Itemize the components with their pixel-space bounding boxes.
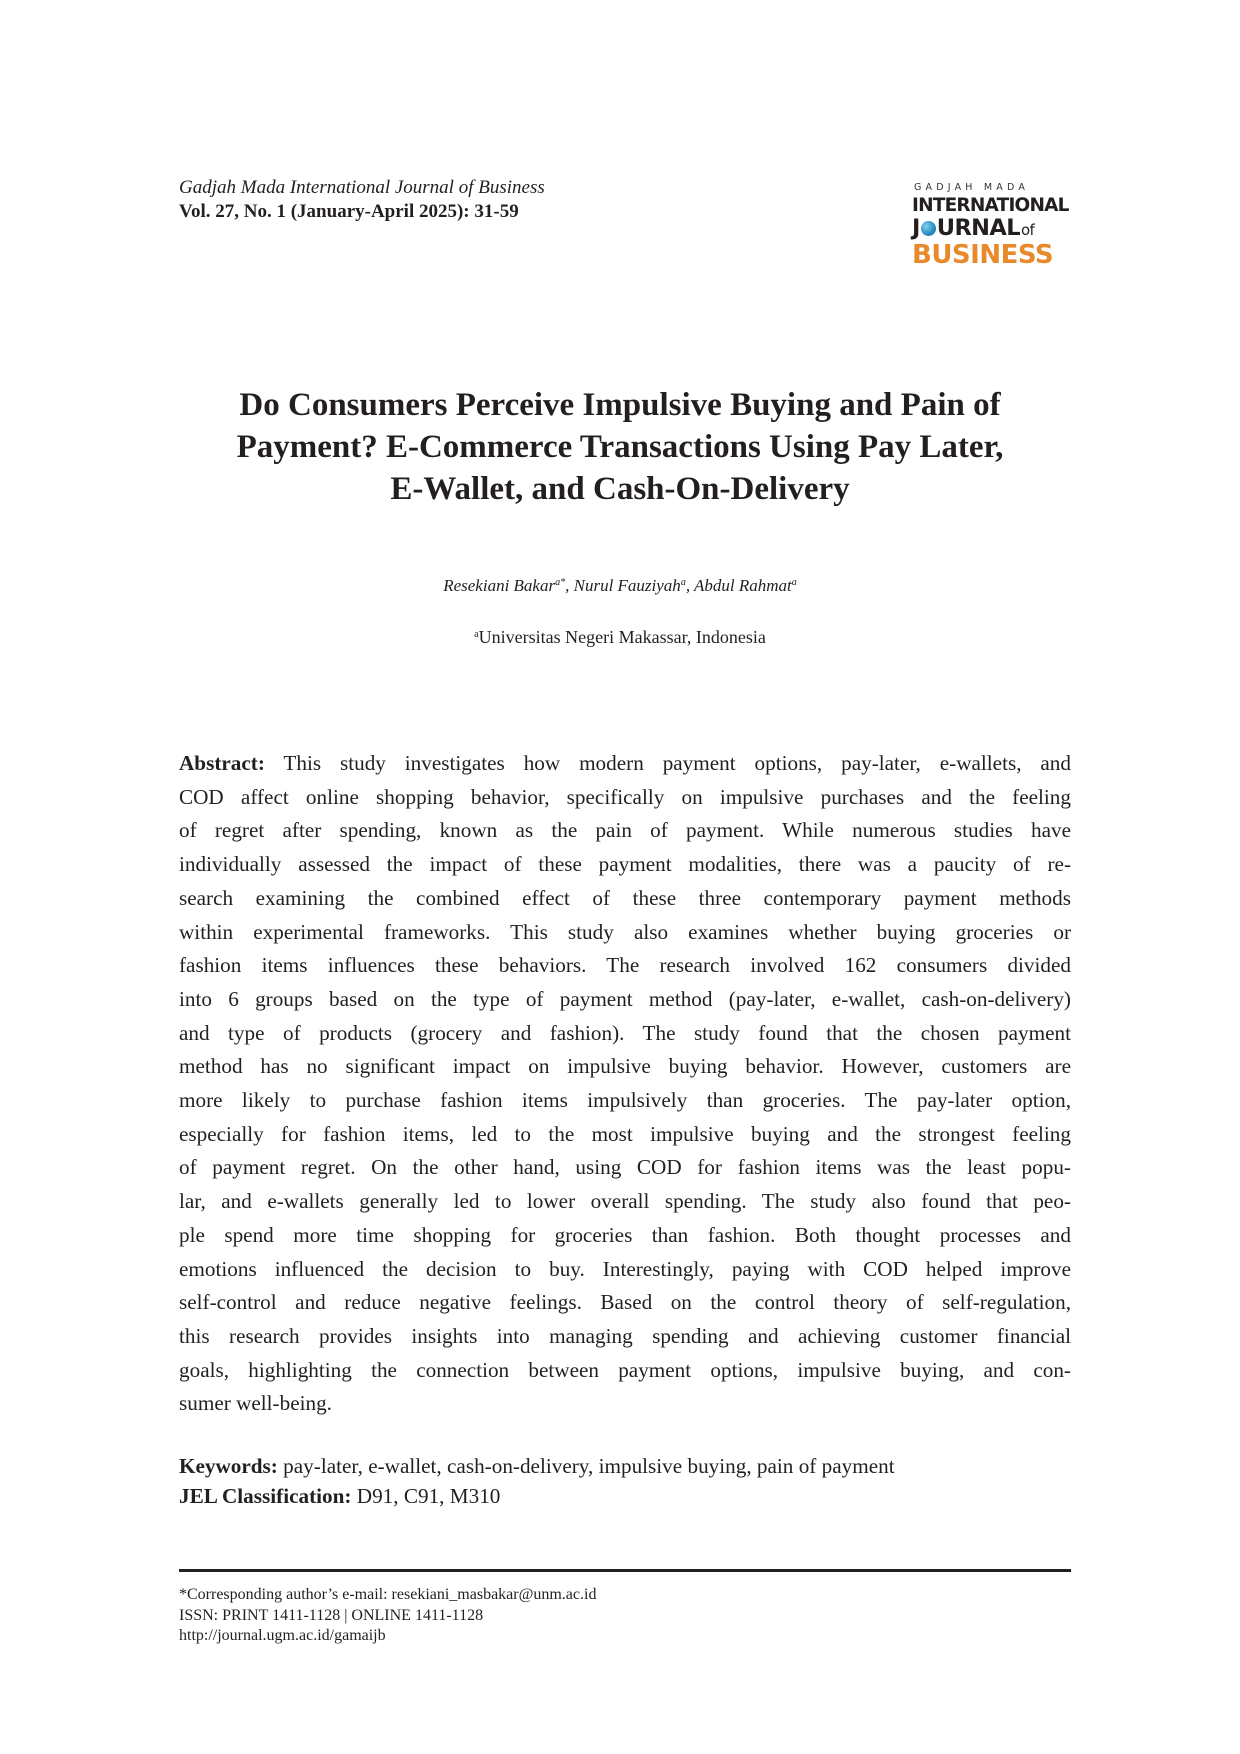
corresponding-author: *Corresponding author’s e-mail: resekiani_masbakar@unm.ac.id [179, 1586, 597, 1603]
footnotes [179, 1585, 596, 1647]
abstract-line: this research provides insights into managing spending and achieving customer financial [179, 1323, 1071, 1348]
jel-label: JEL Classification: [179, 1484, 352, 1508]
author-name: Resekiani Bakar [443, 576, 556, 595]
paper-title [130, 384, 1110, 510]
journal-url[interactable]: http://journal.ugm.ac.id/gamaijb [179, 1627, 386, 1644]
author-name: Nurul Fauziyah [573, 576, 681, 595]
abstract-line: ple spend more time shopping for groceries than fashion. Both thought processes and [179, 1222, 1071, 1247]
logo-journal-rest: URNAL [936, 215, 1020, 241]
abstract-line: individually assessed the impact of these payment modalities, there was a paucity of re- [179, 852, 1071, 877]
abstract-line: COD affect online shopping behavior, specifically on impulsive purchases and the feeling [179, 784, 1071, 809]
journal-logo [912, 182, 1070, 268]
author-name: Abdul Rahmat [694, 576, 792, 595]
abstract-line: search examining the combined effect of these three contemporary payment methods [179, 885, 1071, 910]
abstract-line: of regret after spending, known as the pain of payment. While numerous studies have [179, 818, 1071, 843]
author-separator: , [565, 576, 574, 595]
affiliation [130, 626, 1110, 648]
keywords-block [179, 1451, 895, 1511]
abstract-line [179, 747, 1071, 781]
abstract-line: and type of products (grocery and fashion). The study found that the chosen payment [179, 1020, 1071, 1045]
abstract-line: emotions influenced the decision to buy. Interestingly, paying with COD helped improve [179, 1256, 1071, 1281]
journal-name: Gadjah Mada International Journal of Business [179, 177, 545, 198]
affiliation-mark: a [474, 629, 479, 640]
abstract [179, 747, 1071, 1421]
logo-business: BUSINESS [912, 240, 1054, 270]
author-affiliation-mark: a [791, 577, 797, 588]
abstract-line: lar, and e-wallets generally led to lower overall spending. The study also found that peo- [179, 1189, 1071, 1214]
jel-text: D91, C91, M310 [351, 1484, 501, 1508]
abstract-line: sumer well-being. [179, 1391, 332, 1416]
author-affiliation-mark: a* [555, 577, 566, 588]
title-line: E-Wallet, and Cash-On-Delivery [390, 471, 850, 507]
abstract-line: especially for fashion items, led to the most impulsive buying and the strongest feeling [179, 1121, 1071, 1146]
logo-of: of [1020, 221, 1035, 239]
abstract-line: fashion items influences these behaviors. The research involved 162 consumers divided [179, 953, 1071, 978]
keywords-text: pay-later, e-wallet, cash-on-delivery, impulsive buying, pain of payment [277, 1454, 895, 1478]
globe-icon [921, 221, 936, 236]
abstract-line-text: This study investigates how modern payment options, pay-later, e-wallets, and [264, 751, 1071, 775]
issn: ISSN: PRINT 1411-1128 | ONLINE 1411-1128 [179, 1606, 484, 1624]
keywords-label: Keywords: [179, 1454, 278, 1478]
logo-journal [912, 216, 1070, 242]
abstract-line: more likely to purchase fashion items impulsively than groceries. The pay-later option, [179, 1088, 1071, 1113]
jel-classification [179, 1481, 895, 1511]
footer-divider [179, 1569, 1071, 1572]
abstract-line: within experimental frameworks. This study also examines whether buying groceries or [179, 919, 1071, 944]
journal-header [179, 176, 545, 224]
abstract-line: self-control and reduce negative feelings. Based on the control theory of self-regulation, [179, 1290, 1071, 1315]
author-separator: , [685, 576, 695, 595]
title-line: Do Consumers Perceive Impulsive Buying and Pain of [239, 387, 1001, 423]
abstract-line: of payment regret. On the other hand, using COD for fashion items was the least popu- [179, 1155, 1071, 1180]
journal-volume: Vol. 27, No. 1 (January-April 2025): 31-59 [179, 201, 519, 222]
abstract-line: goals, highlighting the connection between payment options, impulsive buying, and con- [179, 1357, 1071, 1382]
affiliation-text: Universitas Negeri Makassar, Indonesia [478, 627, 766, 647]
abstract-label: Abstract: [179, 751, 265, 775]
abstract-line: method has no significant impact on impulsive buying behavior. However, customers are [179, 1054, 1071, 1079]
logo-international: INTERNATIONAL [912, 195, 1069, 216]
title-line: Payment? E-Commerce Transactions Using Pay Later, [236, 429, 1004, 465]
abstract-line: into 6 groups based on the type of payment method (pay-later, e-wallet, cash-on-delivery) [179, 986, 1071, 1011]
logo-journal-j: J [912, 215, 920, 241]
author-list [130, 575, 1110, 597]
keywords [179, 1451, 895, 1481]
logo-university: GADJAH MADA [914, 182, 1030, 193]
author-affiliation-mark: a [680, 577, 686, 588]
